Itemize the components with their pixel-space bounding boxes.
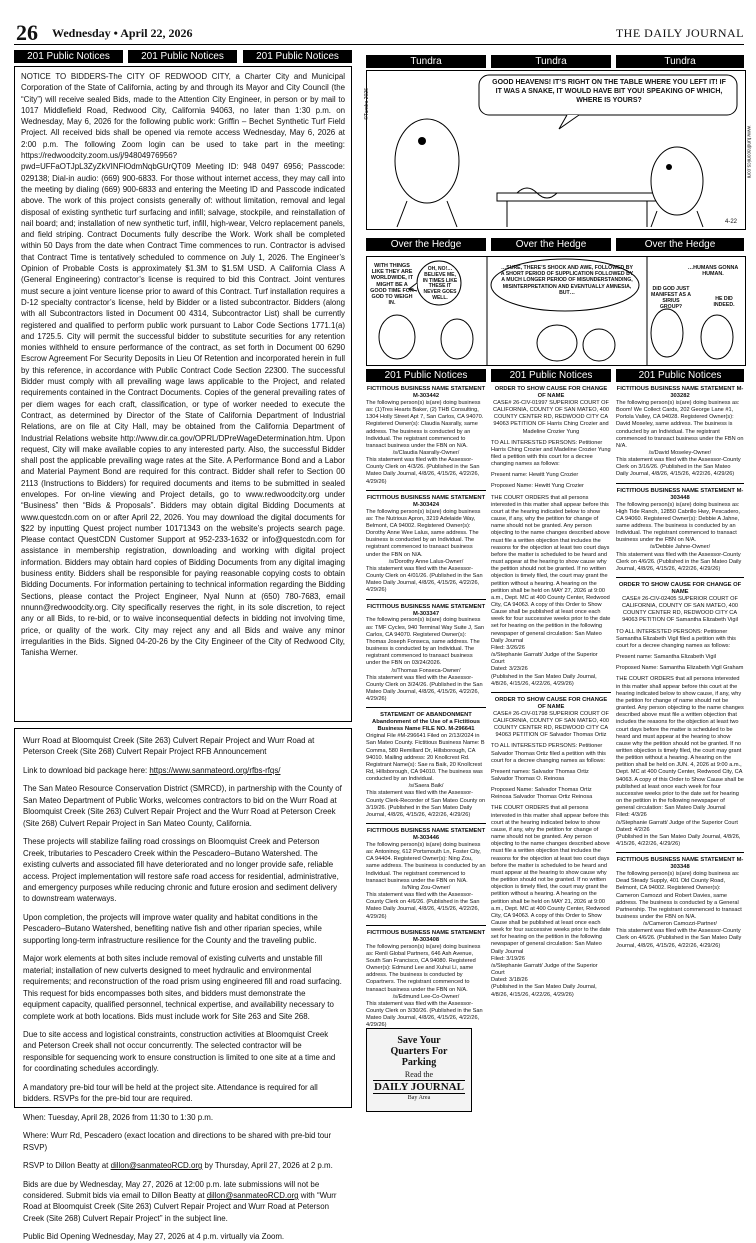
rfb-rsvp: RSVP to Dillon Beatty at dillon@sanmateoRCD.org by Thursday, April 27, 2026 at 2 p.m. bbox=[23, 1161, 333, 1171]
notice-divider bbox=[616, 852, 744, 853]
notice-centered-text: CASE# 26-CIV-01798 SUPERIOR COURT OF CALIFORNIA, COUNTY OF SAN MATEO, 400 COUNTY CENTER RD, REDWOOD CITY CA 94063 PETITION OF Salvador Thomas Ortiz bbox=[492, 710, 610, 739]
notice-text: The following person(s) is(are) doing business as: Dead Steady Supply, 401 Old County Road, Belmont, CA 94002. Registered Owner(s): Cameron Camozzi and Robert Davies, same address. The business is conducted by a General Partnership. The registrant commenced to transact business under the FBN on N/A. bbox=[616, 871, 742, 920]
notice-heading: FICTITIOUS BUSINESS NAME STATEMENT M-303424 bbox=[366, 494, 486, 508]
notice-text: (Published in the San Mateo Daily Journal, 4/8/26, 4/15/26, 4/22/26, 4/29/26) bbox=[491, 673, 597, 687]
notice-divider bbox=[366, 925, 486, 926]
rfb-paragraph: The San Mateo Resource Conservation District (SMRCD), in partnership with the County of San Mateo Department of Public Works, welcomes contractors to bid on the Wurr Road at Bloomquist Creek (Site 263) Culvert Repair Project and the Wurr Road at Peterson Creek (Site 268) Culvert Repair Project in San Mateo County, California. bbox=[23, 784, 342, 828]
section-bar-hedge: Over the Hedge bbox=[491, 238, 611, 251]
notice-text: This statement was filed with the Assessor-County Clerk on 4/6/26. (Published in the San Mateo Daily Journal, 4/8/26, 4/15/26, 4/22/26, 4/29/26) bbox=[366, 892, 480, 920]
notice-text: Dated: 3/23/26 bbox=[491, 666, 528, 673]
legal-column-1 bbox=[366, 386, 486, 1029]
hedge-balloon-6: HE DID INDEED. bbox=[713, 296, 735, 308]
notice-text: /s/Stephanie Garratt/ Judge of the Superior Court bbox=[616, 819, 738, 826]
tundra-date: 4-22 bbox=[724, 219, 737, 225]
notice-heading: FICTITIOUS BUSINESS NAME STATEMENT M-303348 bbox=[616, 857, 744, 871]
notice-text: THE COURT ORDERS that all persons interested in this matter shall appear before this court at the hearing indicated below to show cause, if any, why the petition for change of name should not be granted. Any person objecting to the name changes described above must file a written objection that includes the reasons for the objection at least two court days before the matter is scheduled to be heard and must appear at the hearing to show cause why the petition should not be granted. If no written objection is timely filed, the court may grant the petition without a hearing. A hearing on the petition shall be held on MAY 21, 2026 at 9:00 a.m., Dept. MC at 400 County Center, Redwood City, CA 94063. A copy of this Order to Show Cause shall be published at least once each week for four successive weeks prior to the date set for hearing on the petition in the following newspaper of general circulation: San Mateo Daily Journal bbox=[491, 805, 611, 955]
notice-text: The following person(s) is(are) doing business as: High Tide Ranch, 12850 Cabrillo Hwy, Pescadero, CA 94060. Registered Owner(s): Debbie A Jahne, same address. The business is conducted by an Individual. The registrant commenced to transact business under the FBN on N/A. bbox=[616, 501, 740, 544]
legal-column-3 bbox=[616, 386, 744, 1110]
issue-date: Wednesday • April 22, 2026 bbox=[52, 26, 193, 40]
notice-divider bbox=[616, 483, 744, 484]
notice-text: Proposed Name: Salvador Thomas Ortiz Reinosa Salvador Thomas Ortiz Reinosa bbox=[491, 787, 593, 801]
hedge-balloon-2: OH, NO!… BELIEVE ME, IN TIMES LIKE THESE IT NEVER GOES WELL. bbox=[422, 266, 458, 301]
notice-text: Original File #M-296641 Filed on 2/13/2024 in San Mateo County. Fictitious Business Name: B Comma, 580 Remillard Dr, Hillsborough, CA 94010. Mailing address: 20 Knollcrest Rd. Registrant Name(s): Sae ra Baik, 20 Knollcrest Rd, Hillsborough, CA 94010. The business was conducted by an Individual. bbox=[366, 733, 485, 783]
rfb-when: When: Tuesday, April 28, 2026 from 11:30 to 1:30 p.m. bbox=[23, 1112, 214, 1122]
notice-text: This statement was filed with the Assessor-County Clerk on 3/16/26. (Published in the San Mateo Daily Journal, 4/8/26, 4/15/26, 4/22/26, 4/29/26) bbox=[616, 457, 741, 478]
rfb-link-line: Link to download bid package here: https://www.sanmateord.org/rfbs-rfqs/ bbox=[23, 765, 281, 775]
notice-text: This statement was filed with the Assessor-County Clerk on 4/3/26. (Published in the San Mateo Daily Journal, 4/8/26, 4/15/26, 4/22/26, 4/29/26) bbox=[366, 457, 480, 485]
notice-text: Present names: Salvador Thomas Ortiz Salvador Thomas O. Reinosa bbox=[491, 768, 589, 782]
tundra-comic bbox=[363, 70, 752, 230]
notice-text: The following person(s) is(are) doing business as: Antoninoy, 612 Portsmouth Ln, Foster City, CA 94404. Registered Owner(s): Ning Zou, same address. The business is conducted by an Individual. The registrant commenced to transact business under the FBN on N/A. bbox=[366, 841, 486, 884]
notice-text: /s/Stephanie Garratt/ Judge of the Superior Court bbox=[491, 652, 598, 666]
notice-divider bbox=[616, 577, 744, 578]
rfb-opening: Public Bid Opening Wednesday, May 27, 2026 at 4 p.m. virtually via Zoom. bbox=[23, 1232, 285, 1242]
notice-text: Proposed Name: Hewitt Yung Crozier bbox=[491, 483, 584, 490]
notice-divider bbox=[366, 823, 486, 824]
section-bar-hedge: Over the Hedge bbox=[366, 238, 486, 251]
ad-logo-text: DAILY JOURNAL bbox=[374, 1081, 464, 1093]
notice-heading: FICTITIOUS BUSINESS NAME STATEMENT M-303446 bbox=[366, 828, 486, 842]
notice-text: The following person(s) is(are) doing business as: Renli Global Partners, 646 Ash Avenue, South San Francisco, CA 94080. Registered Owner(s): Edmund Lee and Xuhui Li, same address. The business is conducted by Copartners. The registrant commenced to transact business under the FBN on N/A. bbox=[366, 943, 481, 993]
section-bar-public-notices: 201 Public Notices bbox=[366, 369, 486, 382]
section-bar-public-notices: 201 Public Notices bbox=[14, 50, 123, 63]
notice-divider bbox=[366, 599, 486, 600]
section-bar-public-notices: 201 Public Notices bbox=[128, 50, 237, 63]
ad-line: Parking bbox=[401, 1057, 437, 1068]
notice-text: This statement was filed with the Assessor-County Clerk on 4/01/26. (Published in the San Mateo Daily Journal, 4/8/26, 4/15/26, 4/22/26, 4/29/26) bbox=[366, 565, 483, 594]
section-bar-public-notices: 201 Public Notices bbox=[491, 369, 611, 382]
notice-centered-text: /s/Dorothy Anne Lalus-Owner/ bbox=[388, 558, 464, 565]
notice-text: Present name: Samantha Elizabeth Vigil bbox=[616, 654, 717, 661]
notice-text: (Published in the San Mateo Daily Journal, 4/8/26, 4/15/26, 4/22/26, 4/29/26) bbox=[491, 984, 597, 998]
rfb-where: Where: Wurr Rd, Pescadero (exact location and directions to be shared with pre-bid tour RSVP) bbox=[23, 1131, 332, 1152]
rfb-announcement bbox=[14, 728, 352, 1242]
hedge-balloon-5: DID GOD JUST MANIFEST AS A SIRIUS GROUP? bbox=[651, 286, 691, 310]
page-number: 26 bbox=[16, 20, 38, 45]
hedge-balloon-1: WITH THINGS LIKE THEY ARE WORLDWIDE, IT MIGHT BE A GOOD TIME FOR GOD TO WEIGH IN. bbox=[370, 263, 414, 307]
rfb-paragraph: Major work elements at both sites include removal of existing culverts and unstable fill material; installation of new culverts designed to meet hydraulic and environmental requirements; and reconstruction of the road prism using engineered fill and road surfacing. bbox=[23, 954, 342, 987]
notice-centered-text: CASE# 26-CIV-01997 SUPERIOR COURT OF CALIFORNIA, COUNTY OF SAN MATEO, 400 COUNTY CENTER RD, REDWOOD CITY CA 94063 PETITION OF Harris Ching Crozier and Madeline Crozier Yung bbox=[492, 399, 610, 435]
notice-centered-text: /s/Cameron Camozzi-Partner/ bbox=[643, 921, 717, 928]
hedge-balloon-3: …SURE, THERE’S SHOCK AND AWE, FOLLOWED BY A SHORT PERIOD OF SUPPLICATION FOLLOWED BY A MUCH LONGER PERIOD OF MISUNDERSTANDING, MISINTERPRETATION AND EVENTUALLY AMNESIA, BUT… bbox=[500, 265, 634, 296]
notice-heading: FICTITIOUS BUSINESS NAME STATEMENT M-303442 bbox=[366, 386, 486, 399]
rsvp-email-link[interactable]: dillon@sanmateoRCD.org bbox=[110, 1161, 203, 1171]
daily-journal-ad bbox=[366, 1028, 472, 1112]
notice-heading: ORDER TO SHOW CAUSE FOR CHANGE OF NAME bbox=[618, 582, 742, 596]
notice-text: Filed: 4/3/26 bbox=[616, 812, 647, 819]
submit-email-link[interactable]: dillon@sanmateoRCD.org bbox=[206, 1190, 299, 1200]
hedge-balloon-4: …HUMANS GONNA HUMAN. bbox=[687, 265, 739, 278]
rfb-paragraph: Upon completion, the projects will improve water quality and habitat conditions in the Pescadero–Butano Watershed, benefiting native fish and other riparian species, while supporting long-term infrastructure resilience for the County and the traveling public. bbox=[23, 912, 322, 945]
section-bar-hedge: Over the Hedge bbox=[616, 238, 744, 251]
notice-heading: FICTITIOUS BUSINESS NAME STATEMENT M-303448 bbox=[616, 487, 744, 501]
notice-text: The following person(s) is(are) doing business as: The Nutrious Apron, 3219 Adelaide Way, Belmont, CA 94002. Registered Owner(s): Dorothy Anne Wee Lalus, same address. The business is conducted by an Individual. The registrant commenced to transact business under the FBN on N/A. bbox=[366, 508, 481, 558]
notice-heading: STATEMENT OF ABANDONMENT Abandonment of the Use of a Fictitious Business Name FILE NO. M-296641 bbox=[372, 712, 480, 733]
section-bar-tundra: Tundra bbox=[616, 55, 744, 68]
notice-text: Filed: 3/19/26 bbox=[491, 955, 525, 962]
notice-divider bbox=[491, 692, 611, 693]
notice-text: This statement was filed with the Assessor-County Clerk-Recorder of San Mateo County on 3/19/26. (Published in the San Mateo Daily Journal, 4/8/26, 4/15/26, 4/22/26, 4/29/26) bbox=[366, 790, 486, 818]
section-bar-tundra: Tundra bbox=[491, 55, 611, 68]
rfb-due: Bids are due by Wednesday, May 27, 2026 at 12:00 p.m. late submissions will not be considered. Submit bids via email to Dillon Beatty at dillon@sanmateoRCD.org with “Wurr Road at Bloomquist Creek (Site 263) Culvert Repair Project and Wurr Road at Peterson Creek (Site 268) Culvert Repair Project” in the subject line. bbox=[23, 1179, 337, 1223]
notice-centered-text: /s/Saera Baik/ bbox=[408, 783, 444, 790]
notice-text: This statement was filed with the Assessor-County Clerk on 4/6/26. (Published in the San Mateo Daily Journal, 4/8/26, 4/15/26, 4/22/26, 4/29/26) bbox=[616, 928, 742, 949]
notice-text: Present name: Hewitt Yung Crozier bbox=[491, 472, 579, 479]
notice-heading: ORDER TO SHOW CAUSE FOR CHANGE OF NAME bbox=[494, 386, 608, 399]
notice-heading: FICTITIOUS BUSINESS NAME STATEMENT M-303408 bbox=[366, 929, 486, 943]
tundra-website: www.tundracomics.com bbox=[745, 125, 752, 179]
notice-heading: FICTITIOUS BUSINESS NAME STATEMENT M-303347 bbox=[366, 603, 486, 617]
notice-centered-text: /s/Claudia Nasrally-Owner/ bbox=[392, 450, 460, 456]
notice-text: This statement was filed with the Assessor-County Clerk on 3/30/26. (Published in the San Mateo Daily Journal, 4/8/26, 4/15/26, 4/22/26, 4/29/26) bbox=[366, 1000, 483, 1029]
notice-heading: ORDER TO SHOW CAUSE FOR CHANGE OF NAME bbox=[494, 696, 608, 710]
section-bar-public-notices: 201 Public Notices bbox=[243, 50, 352, 63]
rfb-paragraph: These projects will stabilize failing road crossings on Bloomquist Creek and Peterson Creek, tributaries to Pescadero Creek within the Pescadero–Butano Watershed. The existing culverts and associated fill have deteriorated and no longer provide safe, reliable access. Project implementation will restore safe road access for residential, administrative, and emergency purposes while reducing chronic and future erosion and sediment delivery to downstream waterways. bbox=[23, 837, 339, 904]
notice-centered-text: /s/Ning Zou-Owner/ bbox=[401, 884, 451, 891]
rfb-title: Wurr Road at Bloomquist Creek (Site 263) Culvert Repair Project and Wurr Road at Peterson Creek (Site 268) Culvert Repair Project RFB Announcement bbox=[23, 736, 315, 757]
notice-text: /s/Stephanie Garratt/ Judge of the Superior Court bbox=[491, 962, 598, 977]
notice-centered-text: /s/Debbie Jahne-Owner/ bbox=[649, 544, 711, 551]
ad-line: Quarters For bbox=[390, 1046, 448, 1057]
legal-column-2 bbox=[491, 386, 611, 1110]
ad-line: Read the bbox=[404, 1070, 434, 1079]
notice-divider bbox=[366, 490, 486, 491]
notice-to-bidders-text: NOTICE TO BIDDERS-The CITY OF REDWOOD CITY, a Charter City and Municipal Corporation of the State of California, acting by and through its Mayor and City Council (the “City”) will receive sealed Bids, made to the Attention City Engineer, in person or by mail to 1017 Middlefield Road, Redwood City, California 94063, no later than 1:30 p.m. on Wednesday, May 6, 2026 for the following public work: Griffin – Bechet Synthetic Turf Field Project. All received bids shall be opened via remote access Wednesday, May 6, 2026 at 2:00 p.m. The following Zoom login can be used to take part in the meeting: https://redwoodcity.zoom.us/j/94804976956?pwd=UFFaOTJpL3ZyZkVINFlOdmNqbGUrQT09 Meeting ID: 948 0497 6956; Passcode: 029138; Dial-in audio: (669) 900-6833. For those without internet access, they may call into the meeting by dialing (669) 900-6833 and entering the Meeting ID and Passcode indicated above. The work of this project consists generally of: without limitation, removal and legal disposal of existing synthetic turf surfacing and infill; salvage, stockpile, and reinstallation of nail board; and; installation of new synthetic turf, infill, high-wear, Velcro replacement panels, and field striping. Contract Documents fully describe the Work. Work shall be completed within 50 Days from the date when Contract Time commences to run. Contractor is advised that Contract Time is tentatively scheduled to commence on July 1, 2026. The Engineer’s Opinion of Probable Costs is approximately $1.3M to $1.5M USD. A California Class A (General Engineering) contractor’s license is required to bid this Contract. Joint ventures must secure a joint venture license prior to award of this Contract. Turf installation requires a D-12 specialty contractor’s license, held by Bidder or a listed subcontractor. Bidders (along with all Subcontractors listed in Document 00 4314, Subcontractor List) shall be currently registered and qualified to perform public work pursuant to Labor Code Sections 1771.1(a) and 1725.5. City will permit the successful bidder to substitute securities for any retention monies withheld to ensure performance of the contract, as set forth in Document 00 6290 Escrow Agreement For Security Deposits in Lieu Of Retention and incorporated herein in full by this reference, in accordance with Public Contract Code Section 22300. The successful Bidder must comply with all prevailing wage laws applicable to the Project, and related requirements contained in the Contract Documents. Copies of the general prevailing rates of per diem wages for each craft, classification, or type of worker needed to execute the Contract, as determined by Director of the State of California Department of Industrial Relations, are on file at City Hall, may be obtained from the California Department of Industrial Relations website http://www.dir.ca.gov/OPRL/DPreWageDetermination.htm. Upon request, City will make available copies to any interested party. Also, the successful Bidder shall post the applicable prevailing wage rates at the Site. A Performance Bond and a Labor and Material Payment Bond are required for this contract. Bidder shall refer to Section 00 2113 (Instructions to Bidders) for required documents and items to be submitted in sealed envelopes. For on-line viewing and Project details, go to www.redwoodcity.org under “Business” then “Bids & Proposals”. Bidders may obtain digital Bidding Documents at www.questcdn.com on or after April 22, 2026. You may download the digital documents for $22 by inputting Quest project number 10171343 on the website’s projects search page. Please contact QuestCDN Customer Support at 952-233-1632 or info@questcdn.com for assistance in membership registration, downloading and working with digital project information. Bidders may obtain hard copies of Bidding Documents from any digital imaging business entity. Bidders shall be responsible for paying reasonable copying costs to obtain Bidding Documents. For information pertaining to technical information regarding the Bidding Sections, please contact the Project Engineer, Nyal Nunn at (650) 780-7683, email nnunn@redwoodcity.org. City specifically reserves the right, in its sole discretion, to reject any or all Bids, to re-bid, or to waive inconsequential defects in bidding not involving time, price, or quality of the work. City may reject any and all Bids and waive any minor irregularities in the Bids. Signed 04-20-26 by the City Engineer of the City of Redwood City, Tanisha Werner. bbox=[21, 72, 345, 658]
rfb-paragraph: This request for bids encompasses both sites, and bidders must demonstrate the equipment capacity, qualified personnel, technical expertise, and availability necessary to complete work at both locations. Bids must include work for Site 263 and Site 268. bbox=[23, 988, 334, 1021]
notice-centered-text: CASE# 26-CIV-02405 SUPERIOR COURT OF CALIFORNIA, COUNTY OF SAN MATEO, 400 COUNTY CENTER RD, REDWOOD CITY CA 94063 PETITION OF Samantha Elizabeth Vigil bbox=[621, 596, 739, 624]
ad-line: Save Your bbox=[397, 1035, 441, 1046]
notice-text: TO ALL INTERESTED PERSONS: Petitioner Salvador Thomas Ortiz filed a petition with this court for a decree changing names as follows: bbox=[491, 743, 606, 764]
tundra-copyright: ©Tundra 2026 bbox=[363, 88, 370, 120]
section-bar-tundra: Tundra bbox=[366, 55, 486, 68]
notice-text: Dated: 3/18/26 bbox=[491, 977, 528, 984]
notice-divider bbox=[366, 707, 486, 708]
notice-text: The following person(s) is(are) doing business as: TMF Cycles, 940 Terminal Way Suite J, San Carlos, CA 94070. Registered Owner(s): Thomas Joseph Fonseca, same address. The business is conducted by an Individual. The registrant commenced to transact business under the FBN on 03/24/2026. bbox=[366, 617, 485, 667]
notice-text: Proposed Name: Samantha Elizabeth Vigil Graham bbox=[616, 665, 744, 672]
notice-text: The following person(s) is(are) doing business as: Boom! We Collect Cards, 202 George Lane #1, Portola Valley, CA 94028. Registered Owner(s): David Moseley, same address. The business is conducted by an Individual. The registrant commenced to transact business under the FBN on N/A. bbox=[616, 399, 744, 449]
notice-heading: FICTITIOUS BUSINESS NAME STATEMENT M-303282 bbox=[616, 386, 744, 399]
notice-text: Dated: 4/2/26 bbox=[616, 826, 650, 833]
notice-to-bidders bbox=[14, 66, 352, 722]
notice-text: TO ALL INTERESTED PERSONS: Petitioner Samantha Elizabeth Vigil filed a petition with this court for a decree changing names as follows: bbox=[616, 628, 736, 649]
notice-text: The following person(s) is(are) doing business as: (1)Tres Hearts Baker, (2) THB Consulting, 1304 Holly Street Apt 7, San Carlos, CA 94070. Registered Owner(s): Claudia Nasrally, same address. The business is conducted by an Individual. The registrant commenced to transact business under the FBN on N/A. bbox=[366, 399, 484, 449]
section-bar-public-notices: 201 Public Notices bbox=[616, 369, 744, 382]
rfb-paragraph: Due to site access and logistical constraints, construction activities at Bloomquist Creek and Peterson Creek shall not occur concurrently. The selected contractor will be responsible for sequencing work to ensure construction is limited to one site at a time and for coordinating schedules accordingly. bbox=[23, 1029, 336, 1074]
notice-text: This statement was filed with the Assessor-County Clerk on 4/6/26. (Published in the San Mateo Daily Journal, 4/8/26, 4/15/26, 4/22/26, 4/29/26) bbox=[616, 551, 742, 572]
notice-text: Filed: 3/26/26 bbox=[491, 644, 525, 651]
notice-text: (Published in the San Mateo Daily Journal, 4/8/26, 4/15/26, 4/22/26, 4/29/26) bbox=[616, 833, 741, 847]
bid-package-link[interactable]: https://www.sanmateord.org/rfbs-rfqs/ bbox=[149, 765, 281, 775]
notice-text: THE COURT ORDERS that all persons interested in this matter shall appear before this court at the hearing indicated below to show cause, if any, why the petition for change of name should not be granted. Any person objecting to the name changes described above must file a written objection that includes the reasons for the objection at least two court days before the matter is scheduled to be heard and must appear at the hearing to show cause why the petition should not be granted. If no written objection is timely filed, the court may grant the petition without a hearing. A hearing on the petition shall be held on JUN. 4, 2026 at 9:00 a.m., Dept. MC at 400 County Center, Redwood City, CA 94063. A copy of this Order to Show Cause shall be published at least once each week for four successive weeks prior to the date set for hearing on the petition in the following newspaper of general circulation: San Mateo Daily Journal bbox=[616, 676, 744, 812]
notice-text: TO ALL INTERESTED PERSONS: Petitioner Harris Ching Crozier and Madeline Crozier Yung filed a petition with this court for a decree changing names as follows: bbox=[491, 439, 611, 468]
notice-text: THE COURT ORDERS that all persons interested in this matter shall appear before this court at the hearing indicated below to show cause, if any, why the petition for change of name should not be granted. Any person objecting to the name changes described above must file a written objection that includes the reasons for the objection at least two court days before the matter is scheduled to be heard and must appear at the hearing to show cause why the petition should not be granted. If no written objection is timely filed, the court may grant the petition without a hearing. A hearing on the petition shall be held on MAY 27, 2026 at 9:00 a.m., Dept. MC at 400 County Center, Redwood City, CA 94063. A copy of this Order to Show Cause shall be published at least once each week for four successive weeks prior to the date set for hearing on the petition in the following newspaper of general circulation: San Mateo Daily Journal bbox=[491, 494, 611, 644]
notice-text: This statement was filed with the Assessor-County Clerk on 3/24/26. (Published in the San Mateo Daily Journal, 4/8/26, 4/15/26, 4/22/26, 4/29/26) bbox=[366, 674, 483, 703]
paper-name: THE DAILY JOURNAL bbox=[615, 26, 744, 40]
notice-centered-text: /s/Thomas Fonseca-Owner/ bbox=[391, 667, 461, 674]
hedge-comic bbox=[366, 256, 746, 366]
ad-line: Bay Area bbox=[407, 1095, 431, 1101]
masthead bbox=[14, 22, 744, 45]
notice-centered-text: /s/David Moseley-Owner/ bbox=[648, 450, 712, 456]
tundra-caption: GOOD HEAVENS! IT’S RIGHT ON THE TABLE WHERE YOU LEFT IT! IF IT WAS A SNAKE, IT WOULD HAVE BIT YOU! SPEAKING OF WHICH, WHERE IS YOURS? bbox=[492, 79, 726, 104]
rfb-paragraph: A mandatory pre-bid tour will be held at the project site. Attendance is required for all bidders. RSVPs for the pre-bid tour are required. bbox=[23, 1082, 318, 1104]
notice-centered-text: /s/Edmund Lee-Co-Owner/ bbox=[392, 993, 460, 1000]
